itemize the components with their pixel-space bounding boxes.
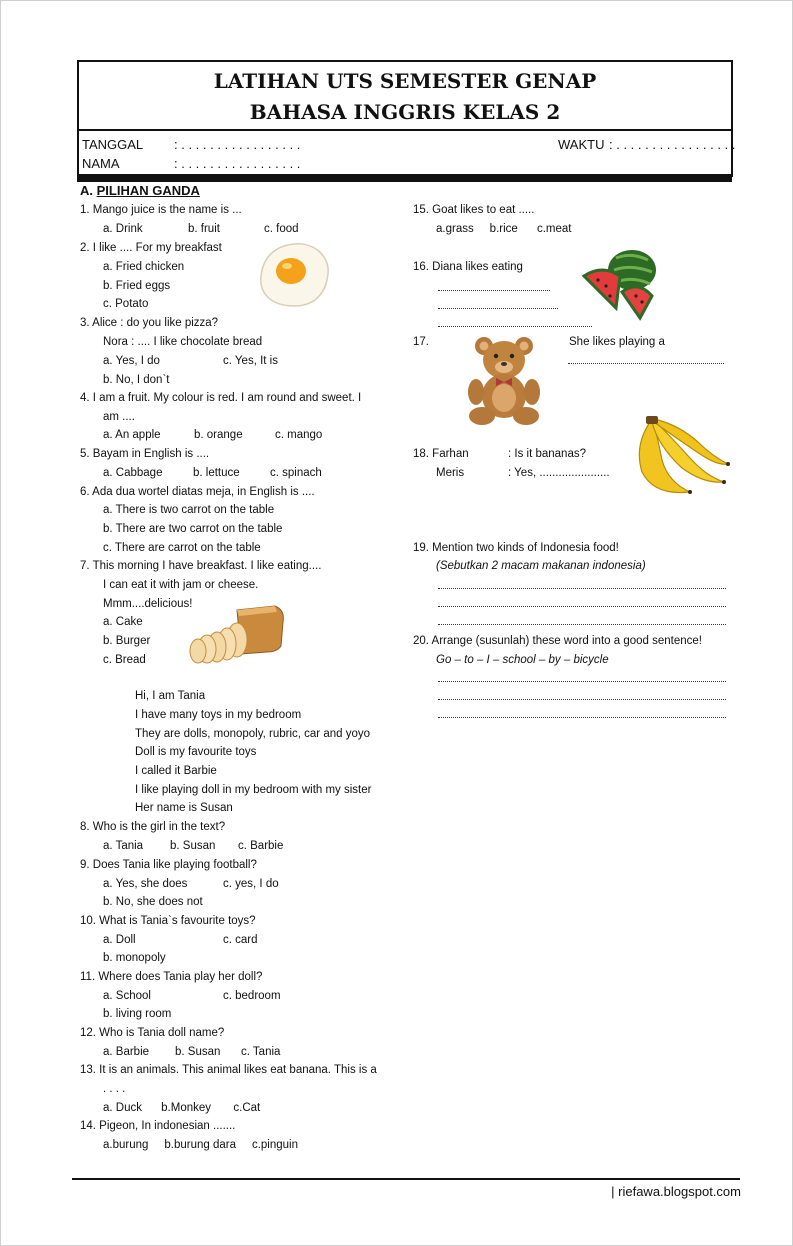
question-20: 20. Arrange (susunlah) these word into a good sentence! <box>413 635 702 647</box>
header-box <box>77 60 733 131</box>
q11-option-b: b. living room <box>103 1008 172 1020</box>
q18-meris-line[interactable]: : Yes, ...................... <box>508 467 610 479</box>
question-15: 15. Goat likes to eat ..... <box>413 204 535 216</box>
q16-answer-line-1[interactable] <box>438 290 550 291</box>
q20-answer-line-3[interactable] <box>438 717 726 718</box>
q10-option-b: b. monopoly <box>103 952 166 964</box>
q17-answer-line[interactable] <box>568 363 724 364</box>
q10-option-c: c. card <box>223 934 258 946</box>
q16-answer-line-2[interactable] <box>438 308 558 309</box>
question-1: 1. Mango juice is the name is ... <box>80 204 242 216</box>
question-3: 3. Alice : do you like pizza? <box>80 317 219 329</box>
q5-option-c: c. spinach <box>270 467 322 479</box>
footer-divider <box>72 1178 740 1180</box>
q12-option-c: c. Tania <box>241 1046 281 1058</box>
section-name: PILIHAN GANDA <box>96 183 200 198</box>
question-14: 14. Pigeon, In indonesian ....... <box>80 1120 236 1132</box>
q9-option-b: b. No, she does not <box>103 896 203 908</box>
q4-option-b: b. orange <box>194 429 243 441</box>
question-9: 9. Does Tania like playing football? <box>80 859 257 871</box>
tanggal-label: TANGGAL <box>82 137 144 152</box>
nama-label: NAMA <box>82 156 120 171</box>
q1-option-c: c. food <box>264 223 299 235</box>
q20-answer-line-1[interactable] <box>438 681 726 682</box>
question-13: 13. It is an animals. This animal likes eat banana. This is a <box>80 1064 377 1076</box>
waktu-label: WAKTU <box>558 137 605 152</box>
title-line-2: BAHASA INGGRIS KELAS 2 <box>249 100 561 124</box>
bread-icon <box>187 602 287 664</box>
section-letter: A. <box>80 183 93 198</box>
question-11: 11. Where does Tania play her doll? <box>80 971 263 983</box>
question-4: 4. I am a fruit. My colour is red. I am round and sweet. I <box>80 392 362 404</box>
q9-option-a: a. Yes, she does <box>103 878 188 890</box>
passage-line-2: I have many toys in my bedroom <box>135 709 302 721</box>
question-5: 5. Bayam in English is .... <box>80 448 210 460</box>
q7-option-b: b. Burger <box>103 635 151 647</box>
question-7: 7. This morning I have breakfast. I like eating.... <box>80 560 322 572</box>
tanggal-field[interactable]: : . . . . . . . . . . . . . . . . . <box>174 137 301 152</box>
q7-line-3: Mmm....delicious! <box>103 598 193 610</box>
question-18: 18. Farhan <box>413 448 469 460</box>
q14-options: a.burung b.burung dara c.pinguin <box>103 1139 298 1151</box>
q2-option-b: b. Fried eggs <box>103 280 171 292</box>
q1-option-b: b. fruit <box>188 223 220 235</box>
q5-option-a: a. Cabbage <box>103 467 163 479</box>
question-19: 19. Mention two kinds of Indonesia food! <box>413 542 619 554</box>
question-8: 8. Who is the girl in the text? <box>80 821 226 833</box>
question-20-words: Go – to – I – school – by – bicycle <box>436 654 609 666</box>
q12-option-b: b. Susan <box>175 1046 221 1058</box>
passage-line-6: I like playing doll in my bedroom with my sister <box>135 784 372 796</box>
q4-option-c: c. mango <box>275 429 323 441</box>
q1-option-a: a. Drink <box>103 223 143 235</box>
q13-options: a. Duck b.Monkey c.Cat <box>103 1102 261 1114</box>
q6-option-b: b. There are two carrot on the table <box>103 523 283 535</box>
q8-option-b: b. Susan <box>170 840 216 852</box>
q11-option-a: a. School <box>103 990 151 1002</box>
q10-option-a: a. Doll <box>103 934 136 946</box>
q11-option-c: c. bedroom <box>223 990 281 1002</box>
passage-line-3: They are dolls, monopoly, rubric, car and yoyo <box>135 728 371 740</box>
question-12: 12. Who is Tania doll name? <box>80 1027 225 1039</box>
question-10: 10. What is Tania`s favourite toys? <box>80 915 256 927</box>
passage-line-7: Her name is Susan <box>135 802 233 814</box>
q7-line-2: I can eat it with jam or cheese. <box>103 579 259 591</box>
title-line-1: LATIHAN UTS SEMESTER GENAP <box>213 69 597 93</box>
q19-answer-line-3[interactable] <box>438 624 726 625</box>
q5-option-b: b. lettuce <box>193 467 240 479</box>
q3-option-c: c. Yes, It is <box>223 355 278 367</box>
footer-credit: | riefawa.blogspot.com <box>611 1184 741 1199</box>
q7-option-a: a. Cake <box>103 616 143 628</box>
nama-field[interactable]: : . . . . . . . . . . . . . . . . . <box>174 156 301 171</box>
q19-answer-line-1[interactable] <box>438 588 726 589</box>
passage-line-4: Doll is my favourite toys <box>135 746 257 758</box>
question-19-hint: (Sebutkan 2 macam makanan indonesia) <box>436 560 646 572</box>
q6-option-a: a. There is two carrot on the table <box>103 504 275 516</box>
question-2: 2. I like .... For my breakfast <box>80 242 222 254</box>
question-16: 16. Diana likes eating <box>413 261 523 273</box>
q19-answer-line-2[interactable] <box>438 606 726 607</box>
q3-option-b: b. No, I don`t <box>103 374 170 386</box>
question-17: 17. <box>413 336 429 348</box>
fried-egg-icon <box>256 240 332 310</box>
question-17-text: She likes playing a <box>569 336 665 348</box>
banana-icon <box>628 416 730 498</box>
q15-options: a.grass b.rice c.meat <box>436 223 572 235</box>
q8-option-a: a. Tania <box>103 840 144 852</box>
waktu-field[interactable]: : . . . . . . . . . . . . . . . . . <box>609 137 736 152</box>
q2-option-a: a. Fried chicken <box>103 261 185 273</box>
watermelon-icon <box>580 246 660 322</box>
q3-dialog: Nora : .... I like chocolate bread <box>103 336 263 348</box>
q2-option-c: c. Potato <box>103 298 149 310</box>
question-6: 6. Ada dua wortel diatas meja, in English is .... <box>80 486 315 498</box>
passage-line-5: I called it Barbie <box>135 765 217 777</box>
teddy-bear-icon <box>462 334 546 426</box>
q7-option-c: c. Bread <box>103 654 146 666</box>
section-title <box>80 183 200 198</box>
question-4-cont: am .... <box>103 411 135 423</box>
q8-option-c: c. Barbie <box>238 840 284 852</box>
passage-line-1: Hi, I am Tania <box>135 690 206 702</box>
q16-answer-line-3[interactable] <box>438 326 592 327</box>
header-divider <box>77 174 732 182</box>
question-13-cont: . . . . <box>103 1083 126 1095</box>
q6-option-c: c. There are carrot on the table <box>103 542 261 554</box>
q18-meris-label: Meris <box>436 467 465 479</box>
q20-answer-line-2[interactable] <box>438 699 726 700</box>
q9-option-c: c. yes, I do <box>223 878 279 890</box>
q18-farhan-line: : Is it bananas? <box>508 448 586 460</box>
q4-option-a: a. An apple <box>103 429 161 441</box>
q12-option-a: a. Barbie <box>103 1046 150 1058</box>
q3-option-a: a. Yes, I do <box>103 355 160 367</box>
